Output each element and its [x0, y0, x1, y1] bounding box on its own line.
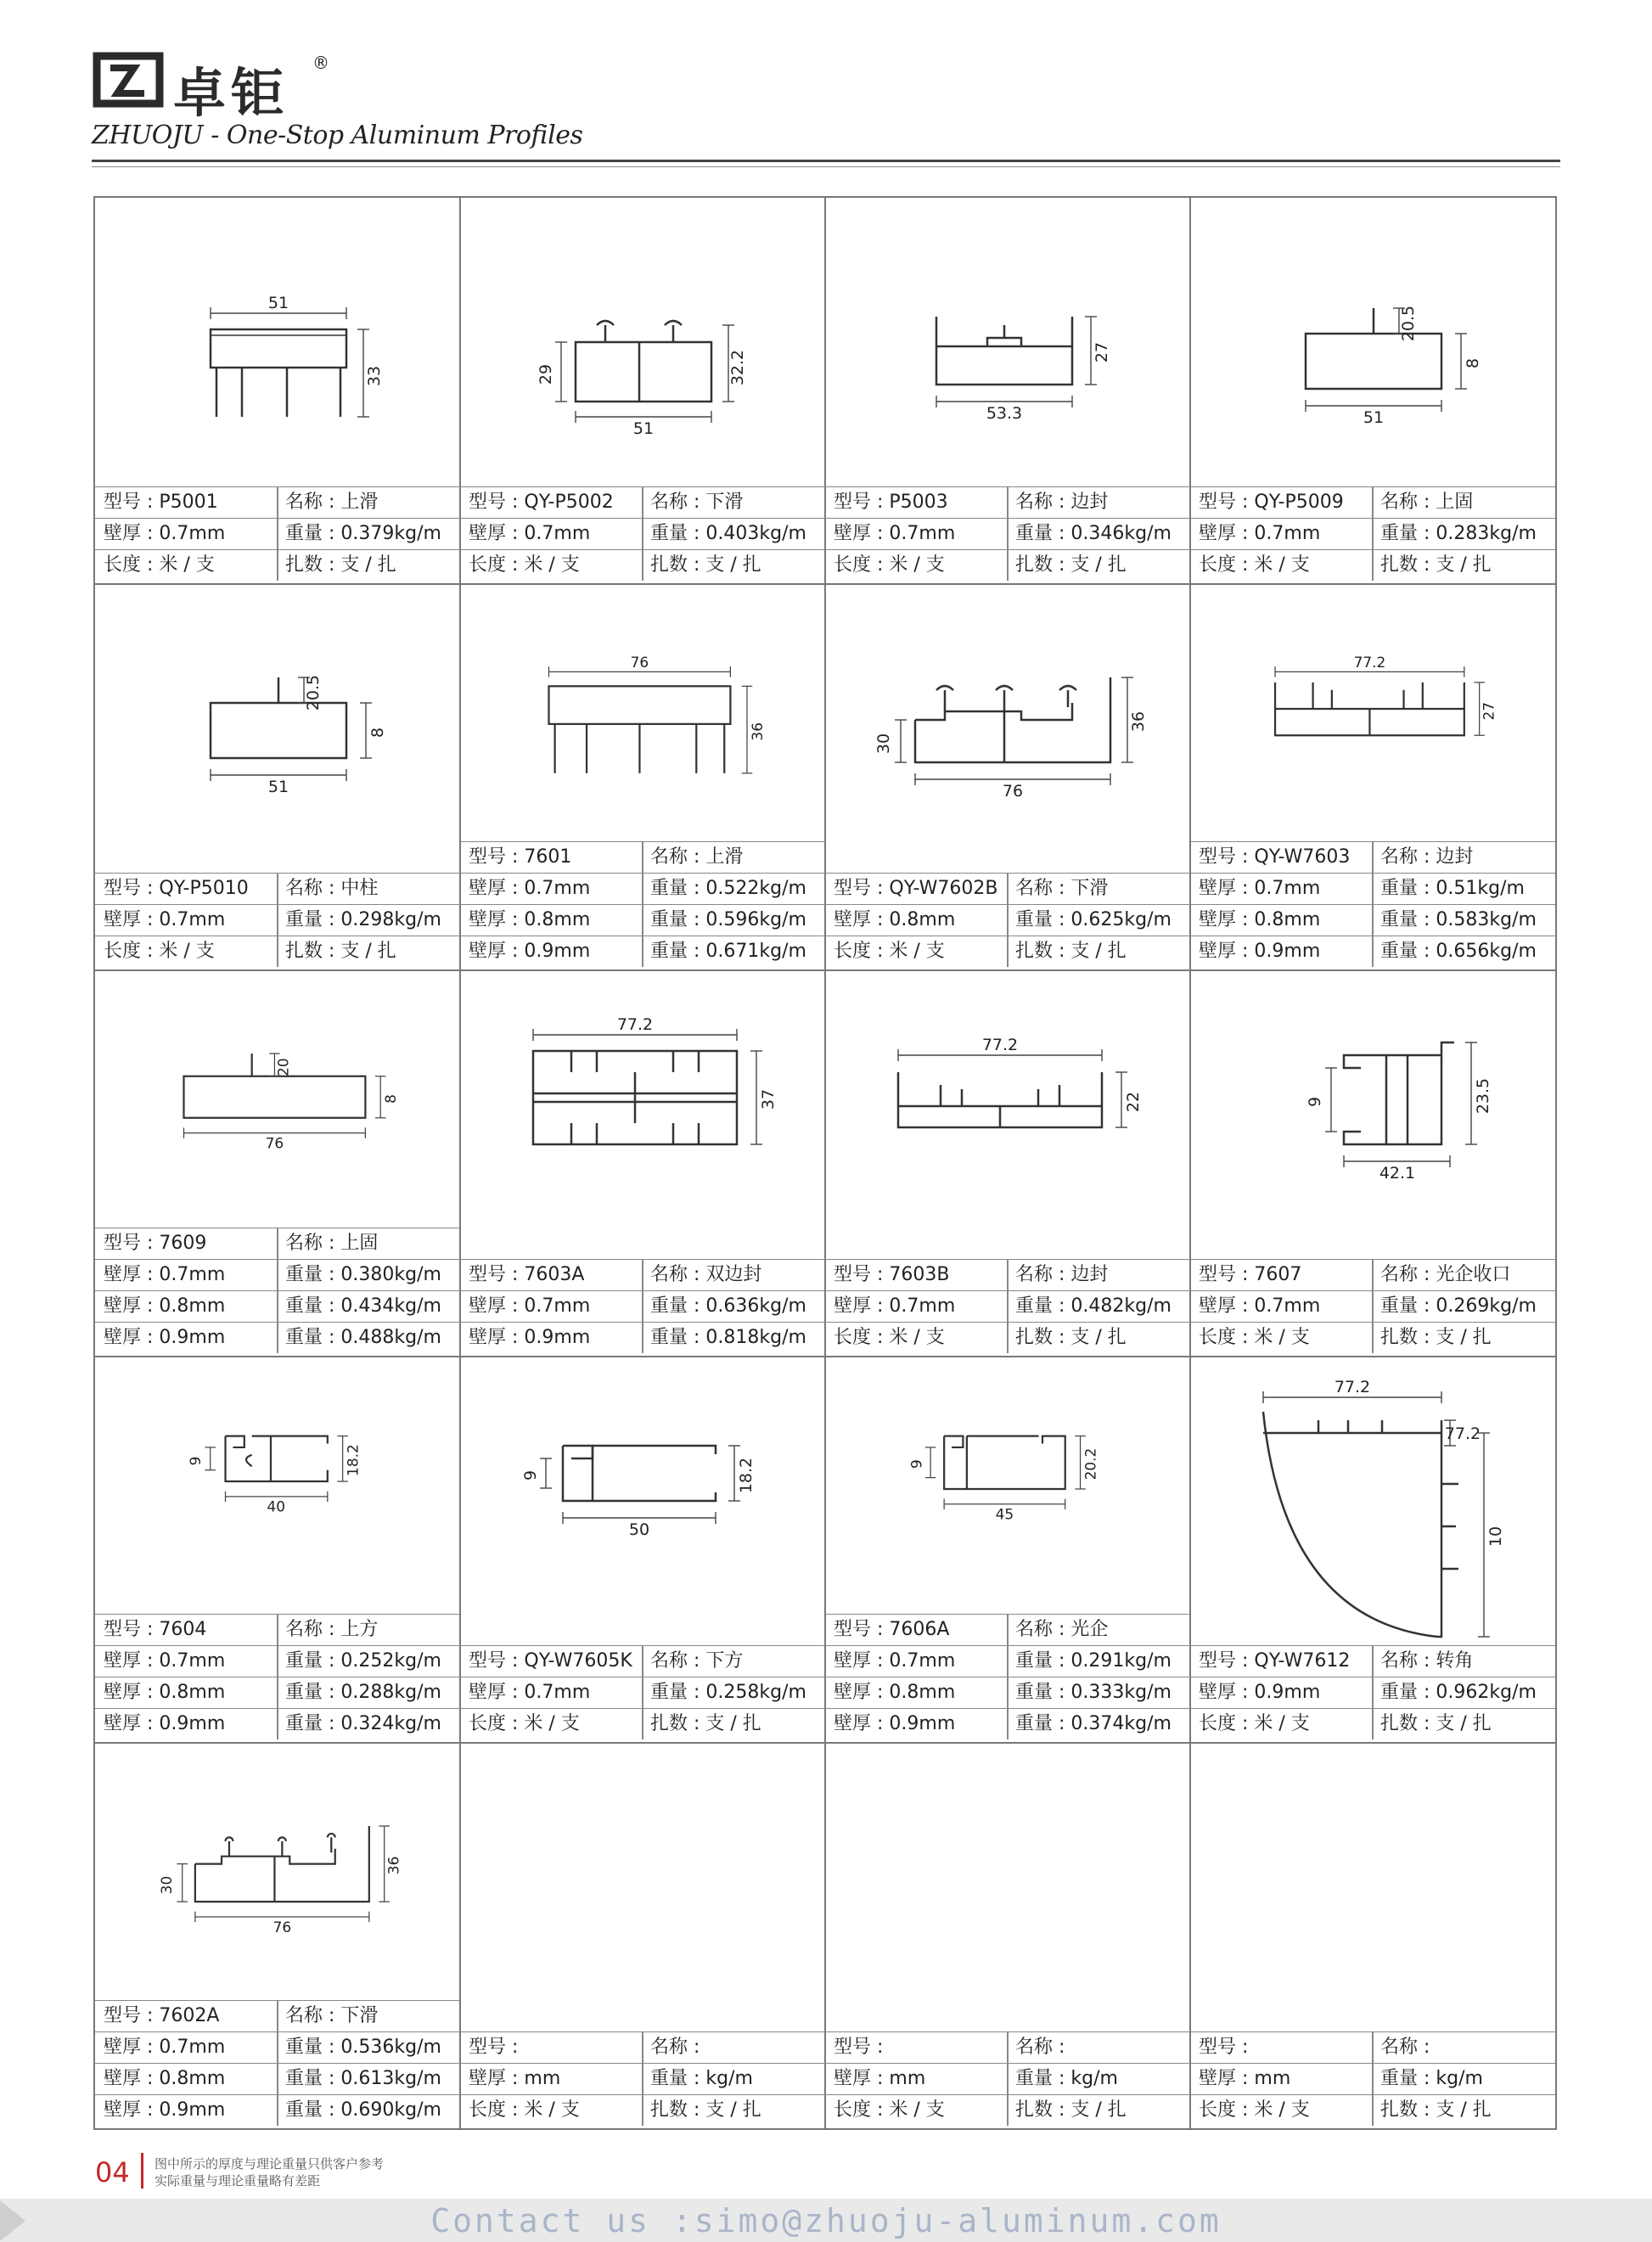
spec-value: 名称 : 边封 — [1015, 1264, 1109, 1285]
dimension-label: 10 — [1486, 1526, 1505, 1548]
spec-value: 壁厚 : 0.7mm — [834, 1650, 956, 1672]
spec-value: 扎数 : 支 / 扎 — [1380, 554, 1492, 576]
spec-row — [825, 873, 1190, 904]
spec-row — [95, 486, 460, 518]
spec-value: 壁厚 : mm — [834, 2068, 926, 2089]
profile-drawing — [460, 584, 825, 841]
spec-row — [460, 904, 825, 936]
spec-row — [95, 1645, 460, 1677]
dimension-label: 18.2 — [737, 1457, 756, 1494]
spec-row — [460, 486, 825, 518]
spec-value: 壁厚 : 0.7mm — [469, 523, 591, 544]
spec-value: 扎数 : 支 / 扎 — [1015, 2099, 1127, 2121]
profile-cell — [825, 1743, 1190, 2129]
page-number: 04 — [95, 2156, 130, 2189]
spec-value: 壁厚 : 0.7mm — [104, 1650, 226, 1672]
spec-value: 扎数 : 支 / 扎 — [1380, 1713, 1492, 1734]
spec-value: 壁厚 : 0.8mm — [104, 1682, 226, 1703]
dimension-label: 30 — [874, 733, 893, 755]
profile-drawing — [1190, 1357, 1555, 1645]
spec-value: 名称 : 边封 — [1380, 846, 1474, 868]
spec-value: 型号 : QY-W7602B — [834, 878, 998, 899]
profile-cell — [95, 1743, 460, 2129]
spec-value: 名称 : 下滑 — [285, 2005, 379, 2026]
spec-value: 名称 : 上滑 — [285, 492, 379, 513]
spec-value: 壁厚 : 0.7mm — [104, 909, 226, 930]
profile-drawing — [1190, 198, 1555, 486]
spec-row — [95, 549, 460, 581]
spec-value: 壁厚 : 0.8mm — [834, 1682, 956, 1703]
dimension-label: 18.2 — [344, 1444, 362, 1476]
profile-drawing — [95, 1743, 460, 2000]
spec-row — [825, 1290, 1190, 1322]
spec-value: 重量 : 0.333kg/m — [1015, 1682, 1172, 1703]
spec-value: 壁厚 : 0.8mm — [104, 1295, 226, 1317]
spec-value: 壁厚 : 0.9mm — [1199, 1682, 1321, 1703]
dimension-label: 20.5 — [1399, 305, 1418, 342]
dimension-label: 20.2 — [1082, 1447, 1099, 1481]
dimension-label: 33 — [365, 365, 384, 387]
spec-value: 扎数 : 支 / 扎 — [1015, 1327, 1127, 1348]
spec-row — [825, 1322, 1190, 1353]
dimension-label: 42.1 — [1379, 1164, 1416, 1183]
dimension-label: 77.2 — [981, 1036, 1019, 1054]
spec-row — [825, 486, 1190, 518]
spec-value: 壁厚 : 0.7mm — [469, 1682, 591, 1703]
profile-cell — [1190, 970, 1555, 1357]
spec-value: 壁厚 : 0.9mm — [104, 1327, 226, 1348]
profile-cell — [95, 584, 460, 970]
spec-row — [95, 2094, 460, 2126]
brand-tagline: ZHUOJU - One-Stop Aluminum Profiles — [92, 121, 583, 150]
spec-value: 名称 : 光企 — [1015, 1619, 1109, 1640]
spec-value: 重量 : 0.656kg/m — [1380, 941, 1537, 962]
spec-value: 壁厚 : mm — [469, 2068, 561, 2089]
spec-value: 壁厚 : 0.7mm — [834, 1295, 956, 1317]
spec-value: 重量 : kg/m — [1015, 2068, 1118, 2089]
spec-value: 扎数 : 支 / 扎 — [1380, 1327, 1492, 1348]
spec-row — [1190, 1322, 1555, 1353]
spec-row — [825, 1708, 1190, 1739]
spec-value: 重量 : 0.690kg/m — [285, 2099, 441, 2121]
spec-value: 名称 : — [1380, 2037, 1430, 2058]
spec-row — [1190, 1677, 1555, 1708]
spec-value: 重量 : 0.962kg/m — [1380, 1682, 1537, 1703]
dimension-label: 36 — [385, 1856, 402, 1875]
spec-value: 重量 : 0.380kg/m — [285, 1264, 441, 1285]
profile-drawing — [460, 1357, 825, 1645]
spec-value: 重量 : 0.324kg/m — [285, 1713, 441, 1734]
spec-value: 扎数 : 支 / 扎 — [285, 941, 396, 962]
dimension-label: 53.3 — [986, 404, 1023, 423]
spec-row — [825, 936, 1190, 967]
spec-row — [1190, 873, 1555, 904]
dimension-label: 51 — [267, 778, 289, 796]
spec-value: 名称 : 双边封 — [650, 1264, 762, 1285]
spec-value: 长度 : 米 / 支 — [104, 554, 215, 576]
spec-row — [1190, 1645, 1555, 1677]
spec-row — [825, 2063, 1190, 2094]
contact-email[interactable]: Contact us :simo@zhuoju-aluminum.com — [430, 2202, 1222, 2239]
spec-value: 扎数 : 支 / 扎 — [1380, 2099, 1492, 2121]
spec-row — [460, 1290, 825, 1322]
spec-value: 型号 : QY-W7612 — [1199, 1650, 1351, 1672]
spec-value: 重量 : 0.434kg/m — [285, 1295, 441, 1317]
spec-value: 重量 : 0.522kg/m — [650, 878, 806, 899]
profile-cell — [95, 970, 460, 1357]
spec-row — [1190, 486, 1555, 518]
spec-value: 壁厚 : 0.8mm — [834, 909, 956, 930]
footer-note: 图中所示的厚度与理论重量只供客户参考 — [155, 2156, 385, 2172]
spec-row — [1190, 549, 1555, 581]
profile-drawing — [825, 584, 1190, 873]
spec-row — [825, 549, 1190, 581]
spec-value: 壁厚 : mm — [1199, 2068, 1291, 2089]
spec-value: 壁厚 : 0.7mm — [469, 1295, 591, 1317]
spec-row — [95, 904, 460, 936]
dimension-label: 8 — [1464, 357, 1482, 369]
spec-row — [460, 1259, 825, 1290]
spec-value: 壁厚 : 0.8mm — [469, 909, 591, 930]
dimension-label: 76 — [273, 1918, 292, 1936]
dimension-label: 76 — [1002, 782, 1024, 801]
spec-row — [1190, 1259, 1555, 1290]
spec-value: 型号 : QY-P5010 — [104, 878, 249, 899]
spec-value: 长度 : 米 / 支 — [1199, 554, 1310, 576]
spec-row — [95, 936, 460, 967]
profile-cell — [460, 970, 825, 1357]
spec-row — [1190, 904, 1555, 936]
spec-value: 型号 : P5003 — [834, 492, 948, 513]
spec-value: 重量 : 0.283kg/m — [1380, 523, 1537, 544]
profile-cell — [1190, 198, 1555, 584]
spec-value: 名称 : 中柱 — [285, 878, 379, 899]
spec-value: 型号 : 7603B — [834, 1264, 950, 1285]
spec-value: 壁厚 : 0.8mm — [1199, 909, 1321, 930]
profile-drawing — [825, 970, 1190, 1259]
spec-value: 型号 : 7609 — [104, 1233, 207, 1254]
spec-row — [460, 1645, 825, 1677]
profile-catalog-grid — [93, 196, 1557, 2130]
spec-row — [460, 1322, 825, 1353]
dimension-label: 51 — [267, 294, 289, 312]
dimension-label: 32.2 — [728, 349, 747, 386]
spec-value: 壁厚 : 0.7mm — [104, 523, 226, 544]
spec-value: 壁厚 : 0.7mm — [469, 878, 591, 899]
spec-row — [825, 1645, 1190, 1677]
spec-value: 重量 : 0.298kg/m — [285, 909, 441, 930]
spec-value: 型号 : 7601 — [469, 846, 572, 868]
spec-value: 型号 : 7607 — [1199, 1264, 1302, 1285]
spec-value: 壁厚 : 0.9mm — [834, 1713, 956, 1734]
dimension-label: 36 — [1129, 711, 1148, 733]
spec-row — [825, 1259, 1190, 1290]
spec-row — [95, 2000, 460, 2031]
spec-value: 壁厚 : 0.9mm — [469, 941, 591, 962]
spec-value: 重量 : 0.51kg/m — [1380, 878, 1525, 899]
spec-row — [460, 2094, 825, 2126]
profile-drawing — [95, 970, 460, 1228]
spec-row — [825, 518, 1190, 549]
profile-drawing — [825, 198, 1190, 486]
profile-cell — [460, 584, 825, 970]
spec-value: 长度 : 米 / 支 — [1199, 1713, 1310, 1734]
spec-value: 重量 : 0.291kg/m — [1015, 1650, 1172, 1672]
dimension-label: 76 — [630, 654, 649, 671]
spec-value: 长度 : 米 / 支 — [469, 2099, 580, 2121]
spec-value: 型号 : QY-P5002 — [469, 492, 614, 513]
profile-drawing — [460, 198, 825, 486]
spec-value: 长度 : 米 / 支 — [834, 1327, 945, 1348]
spec-value: 重量 : 0.636kg/m — [650, 1295, 806, 1317]
spec-value: 壁厚 : 0.7mm — [104, 2037, 226, 2058]
brand-logo-icon — [92, 51, 165, 110]
footer-note: 实际重量与理论重量略有差距 — [155, 2173, 321, 2189]
spec-value: 重量 : 0.613kg/m — [285, 2068, 441, 2089]
spec-row — [95, 1614, 460, 1645]
spec-value: 型号 : — [834, 2037, 884, 2058]
profile-cell — [460, 1743, 825, 2129]
spec-value: 名称 : 转角 — [1380, 1650, 1474, 1672]
spec-row — [460, 549, 825, 581]
dimension-label: 9 — [1306, 1096, 1324, 1108]
spec-value: 名称 : 上滑 — [650, 846, 744, 868]
spec-row — [460, 873, 825, 904]
spec-row — [95, 1259, 460, 1290]
spec-row — [460, 1708, 825, 1739]
spec-value: 重量 : 0.403kg/m — [650, 523, 806, 544]
profile-cell — [95, 1357, 460, 1743]
spec-row — [1190, 841, 1555, 873]
spec-value: 扎数 : 支 / 扎 — [650, 1713, 761, 1734]
profile-drawing — [95, 584, 460, 873]
dimension-label: 29 — [537, 363, 555, 385]
dimension-label: 22 — [1124, 1091, 1143, 1113]
spec-value: 名称 : 光企收口 — [1380, 1264, 1511, 1285]
dimension-label: 51 — [632, 419, 655, 438]
spec-value: 名称 : 边封 — [1015, 492, 1109, 513]
dimension-label: 45 — [995, 1505, 1014, 1523]
spec-row — [95, 2063, 460, 2094]
spec-value: 壁厚 : 0.7mm — [104, 1264, 226, 1285]
spec-value: 型号 : — [1199, 2037, 1249, 2058]
spec-value: 重量 : 0.818kg/m — [650, 1327, 806, 1348]
dimension-label: 77.2 — [1353, 654, 1386, 671]
dimension-label: 77.2 — [616, 1015, 654, 1034]
profile-cell — [825, 198, 1190, 584]
spec-value: 重量 : kg/m — [650, 2068, 753, 2089]
spec-row — [1190, 2063, 1555, 2094]
spec-value: 重量 : 0.258kg/m — [650, 1682, 806, 1703]
spec-value: 扎数 : 支 / 扎 — [1015, 554, 1127, 576]
spec-row — [460, 2031, 825, 2063]
spec-row — [1190, 936, 1555, 967]
spec-value: 长度 : 米 / 支 — [834, 941, 945, 962]
spec-value: 名称 : — [650, 2037, 700, 2058]
dimension-label: 27 — [1093, 341, 1111, 363]
profile-cell — [95, 198, 460, 584]
spec-row — [825, 904, 1190, 936]
spec-value: 名称 : 上方 — [285, 1619, 379, 1640]
spec-value: 壁厚 : 0.7mm — [1199, 1295, 1321, 1317]
profile-cell — [460, 198, 825, 584]
spec-value: 型号 : 7603A — [469, 1264, 585, 1285]
spec-value: 型号 : QY-P5009 — [1199, 492, 1344, 513]
dimension-label: 20.5 — [304, 674, 323, 711]
spec-value: 名称 : — [1015, 2037, 1065, 2058]
dimension-label: 50 — [628, 1520, 650, 1539]
spec-value: 名称 : 上固 — [1380, 492, 1474, 513]
spec-value: 重量 : 0.536kg/m — [285, 2037, 441, 2058]
header-rule — [92, 160, 1560, 162]
dimension-label: 40 — [267, 1497, 285, 1515]
spec-row — [1190, 2094, 1555, 2126]
dimension-label: 8 — [382, 1094, 400, 1104]
spec-value: 长度 : 米 / 支 — [469, 554, 580, 576]
page-header — [92, 51, 1560, 170]
spec-value: 重量 : 0.482kg/m — [1015, 1295, 1172, 1317]
profile-cell — [825, 584, 1190, 970]
brand-name: 卓钜 — [173, 62, 289, 124]
spec-value: 型号 : 7604 — [104, 1619, 207, 1640]
profile-drawing — [1190, 584, 1555, 841]
spec-value: 重量 : 0.583kg/m — [1380, 909, 1537, 930]
spec-value: 型号 : — [469, 2037, 519, 2058]
profile-drawing — [1190, 970, 1555, 1259]
spec-value: 型号 : QY-W7603 — [1199, 846, 1351, 868]
spec-value: 重量 : 0.252kg/m — [285, 1650, 441, 1672]
dimension-label: 77.2 — [1334, 1378, 1371, 1396]
spec-value: 重量 : 0.671kg/m — [650, 941, 806, 962]
spec-value: 扎数 : 支 / 扎 — [285, 554, 396, 576]
dimension-label: 23.5 — [1474, 1077, 1492, 1115]
dimension-label: 20 — [274, 1058, 292, 1076]
profile-cell — [825, 970, 1190, 1357]
spec-row — [825, 2094, 1190, 2126]
spec-row — [825, 2031, 1190, 2063]
spec-value: 型号 : QY-W7605K — [469, 1650, 632, 1672]
spec-value: 型号 : P5001 — [104, 492, 218, 513]
spec-value: 扎数 : 支 / 扎 — [650, 2099, 761, 2121]
spec-row — [460, 518, 825, 549]
spec-value: 长度 : 米 / 支 — [1199, 2099, 1310, 2121]
spec-value: 重量 : 0.288kg/m — [285, 1682, 441, 1703]
spec-row — [95, 518, 460, 549]
spec-row — [825, 1677, 1190, 1708]
profile-drawing — [95, 1357, 460, 1614]
dimension-label: 36 — [748, 722, 766, 741]
spec-value: 长度 : 米 / 支 — [834, 2099, 945, 2121]
dimension-label: 51 — [1363, 408, 1385, 427]
dimension-label: 9 — [187, 1456, 205, 1466]
spec-row — [95, 1708, 460, 1739]
spec-value: 重量 : 0.596kg/m — [650, 909, 806, 930]
dimension-label: 37 — [759, 1088, 778, 1110]
spec-value: 重量 : 0.269kg/m — [1380, 1295, 1537, 1317]
spec-row — [460, 841, 825, 873]
profile-cell — [1190, 584, 1555, 970]
dimension-label: 76 — [265, 1134, 284, 1152]
spec-value: 重量 : 0.346kg/m — [1015, 523, 1172, 544]
spec-value: 扎数 : 支 / 扎 — [650, 554, 761, 576]
spec-value: 名称 : 下滑 — [1015, 878, 1109, 899]
dimension-label: 77.2 — [1444, 1424, 1481, 1443]
spec-value: 壁厚 : 0.8mm — [104, 2068, 226, 2089]
spec-value: 重量 : 0.625kg/m — [1015, 909, 1172, 930]
spec-row — [95, 2031, 460, 2063]
spec-value: 长度 : 米 / 支 — [1199, 1327, 1310, 1348]
header-rule-thin — [92, 166, 1560, 167]
profile-cell — [1190, 1357, 1555, 1743]
spec-row — [460, 1677, 825, 1708]
spec-value: 重量 : kg/m — [1380, 2068, 1483, 2089]
spec-row — [1190, 518, 1555, 549]
spec-value: 型号 : 7606A — [834, 1619, 950, 1640]
spec-row — [95, 1290, 460, 1322]
spec-value: 壁厚 : 0.9mm — [469, 1327, 591, 1348]
spec-row — [95, 873, 460, 904]
spec-value: 型号 : 7602A — [104, 2005, 220, 2026]
spec-row — [95, 1228, 460, 1259]
dimension-label: 9 — [907, 1459, 925, 1469]
spec-row — [95, 1322, 460, 1353]
spec-value: 重量 : 0.379kg/m — [285, 523, 441, 544]
profile-cell — [1190, 1743, 1555, 2129]
spec-value: 壁厚 : 0.9mm — [1199, 941, 1321, 962]
dimension-label: 27 — [1480, 701, 1497, 721]
spec-value: 重量 : 0.488kg/m — [285, 1327, 441, 1348]
spec-value: 壁厚 : 0.7mm — [1199, 878, 1321, 899]
spec-value: 长度 : 米 / 支 — [469, 1713, 580, 1734]
spec-row — [95, 1677, 460, 1708]
spec-value: 壁厚 : 0.7mm — [834, 523, 956, 544]
spec-value: 扎数 : 支 / 扎 — [1015, 941, 1127, 962]
profile-drawing — [460, 970, 825, 1259]
spec-value: 壁厚 : 0.9mm — [104, 2099, 226, 2121]
spec-row — [1190, 2031, 1555, 2063]
spec-value: 长度 : 米 / 支 — [834, 554, 945, 576]
profile-cell — [460, 1357, 825, 1743]
spec-value: 壁厚 : 0.9mm — [104, 1713, 226, 1734]
spec-row — [460, 2063, 825, 2094]
registered-mark: ® — [312, 53, 329, 73]
spec-row — [460, 936, 825, 967]
spec-row — [825, 1614, 1190, 1645]
profile-drawing — [825, 1357, 1190, 1614]
dimension-label: 30 — [158, 1875, 176, 1895]
spec-value: 长度 : 米 / 支 — [104, 941, 215, 962]
dimension-label: 8 — [368, 727, 387, 739]
spec-row — [1190, 1708, 1555, 1739]
spec-value: 名称 : 上固 — [285, 1233, 379, 1254]
spec-row — [1190, 1290, 1555, 1322]
spec-value: 名称 : 下方 — [650, 1650, 744, 1672]
footer-divider — [141, 2153, 143, 2189]
spec-value: 壁厚 : 0.7mm — [1199, 523, 1321, 544]
spec-value: 名称 : 下滑 — [650, 492, 744, 513]
dimension-label: 9 — [521, 1469, 540, 1481]
profile-cell — [825, 1357, 1190, 1743]
profile-drawing — [95, 198, 460, 486]
spec-value: 重量 : 0.374kg/m — [1015, 1713, 1172, 1734]
